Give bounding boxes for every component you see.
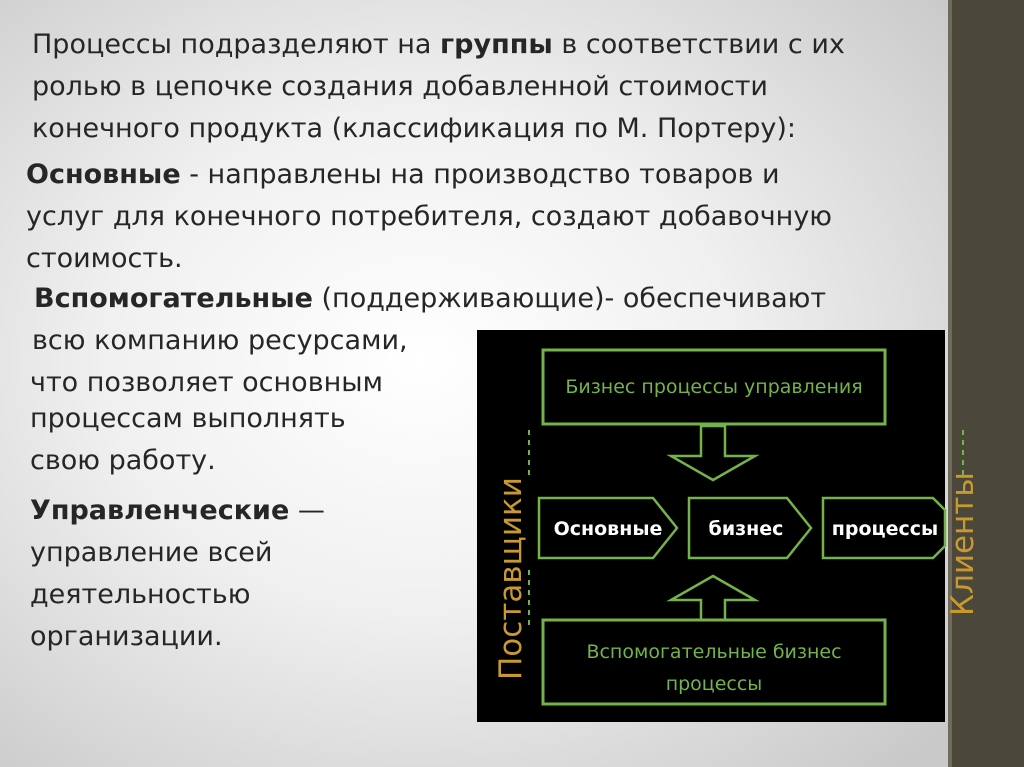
- paragraph-intro-line-1: [32, 26, 845, 64]
- paragraph-support-line-5: свою работу.: [30, 445, 216, 476]
- paragraph-intro-line-3: конечного продукта (классификация по М. Портеру):: [32, 113, 797, 144]
- main-definition: - направлены на производство товаров и: [180, 159, 780, 190]
- paragraph-intro-line-2: ролью в цепочке создания добавленной стоимости: [32, 71, 768, 102]
- paragraph-main-line-3: стоимость.: [26, 243, 183, 274]
- support-definition: (поддерживающие)- обеспечивают: [312, 283, 827, 314]
- support-term: Вспомогательные: [34, 283, 313, 314]
- management-term: Управленческие: [30, 495, 290, 526]
- support-process-label-line-2: процессы: [665, 673, 763, 695]
- paragraph-management-line-2: управление всей: [30, 537, 273, 568]
- paragraph-main-line-1: [26, 156, 780, 194]
- main-process-label-3: процессы: [831, 518, 939, 540]
- intro-text-end: в соответствии с их: [552, 29, 845, 60]
- clients-label: Клиенты: [945, 472, 981, 616]
- paragraph-management-line-3: деятельностью: [30, 579, 251, 610]
- management-process-label: Бизнес процессы управления: [565, 376, 863, 398]
- right-decor-line: [948, 0, 952, 767]
- support-process-label-line-1: Вспомогательные бизнес: [586, 641, 842, 663]
- paragraph-support-line-3: что позволяет основным: [30, 367, 383, 398]
- paragraph-support-line-2: всю компанию ресурсами,: [32, 325, 408, 356]
- process-diagram: [477, 330, 981, 722]
- main-process-label-2: бизнес: [708, 518, 784, 540]
- management-dash: —: [289, 495, 325, 526]
- right-decor-bar: [948, 0, 1024, 767]
- paragraph-support-line-1: [34, 280, 826, 318]
- up-arrow: [671, 576, 755, 620]
- process-diagram-svg: [477, 330, 981, 722]
- main-process-label-1: Основные: [553, 518, 663, 540]
- intro-text: Процессы подразделяют на: [32, 29, 441, 60]
- paragraph-support-line-4: процессам выполнять: [30, 403, 346, 434]
- main-term: Основные: [26, 159, 181, 190]
- intro-emphasis: группы: [440, 29, 553, 60]
- paragraph-management-line-1: [30, 492, 325, 530]
- paragraph-main-line-2: услуг для конечного потребителя, создают добавочную: [26, 201, 833, 232]
- paragraph-management-line-4: организации.: [30, 621, 223, 652]
- down-arrow: [671, 426, 755, 480]
- suppliers-label: Поставщики: [493, 477, 529, 680]
